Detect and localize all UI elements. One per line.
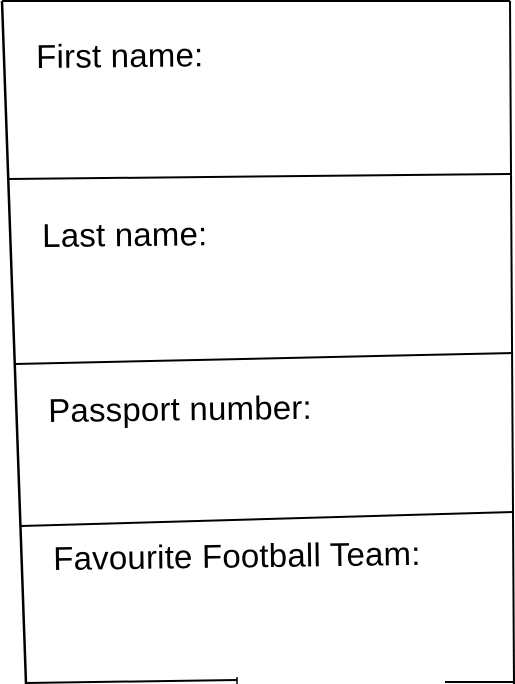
first-name-label: First name: <box>35 36 204 75</box>
last-name-label: Last name: <box>41 215 208 254</box>
favourite-football-team-label: Favourite Football Team: <box>52 534 421 577</box>
divider-1 <box>8 174 512 179</box>
divider-2 <box>15 353 513 364</box>
frame-right-edge <box>510 1 514 684</box>
bottom-edge-left <box>26 680 237 683</box>
passport-number-label: Passport number: <box>47 388 313 429</box>
divider-3 <box>21 512 514 526</box>
frame-left-edge <box>2 1 26 684</box>
